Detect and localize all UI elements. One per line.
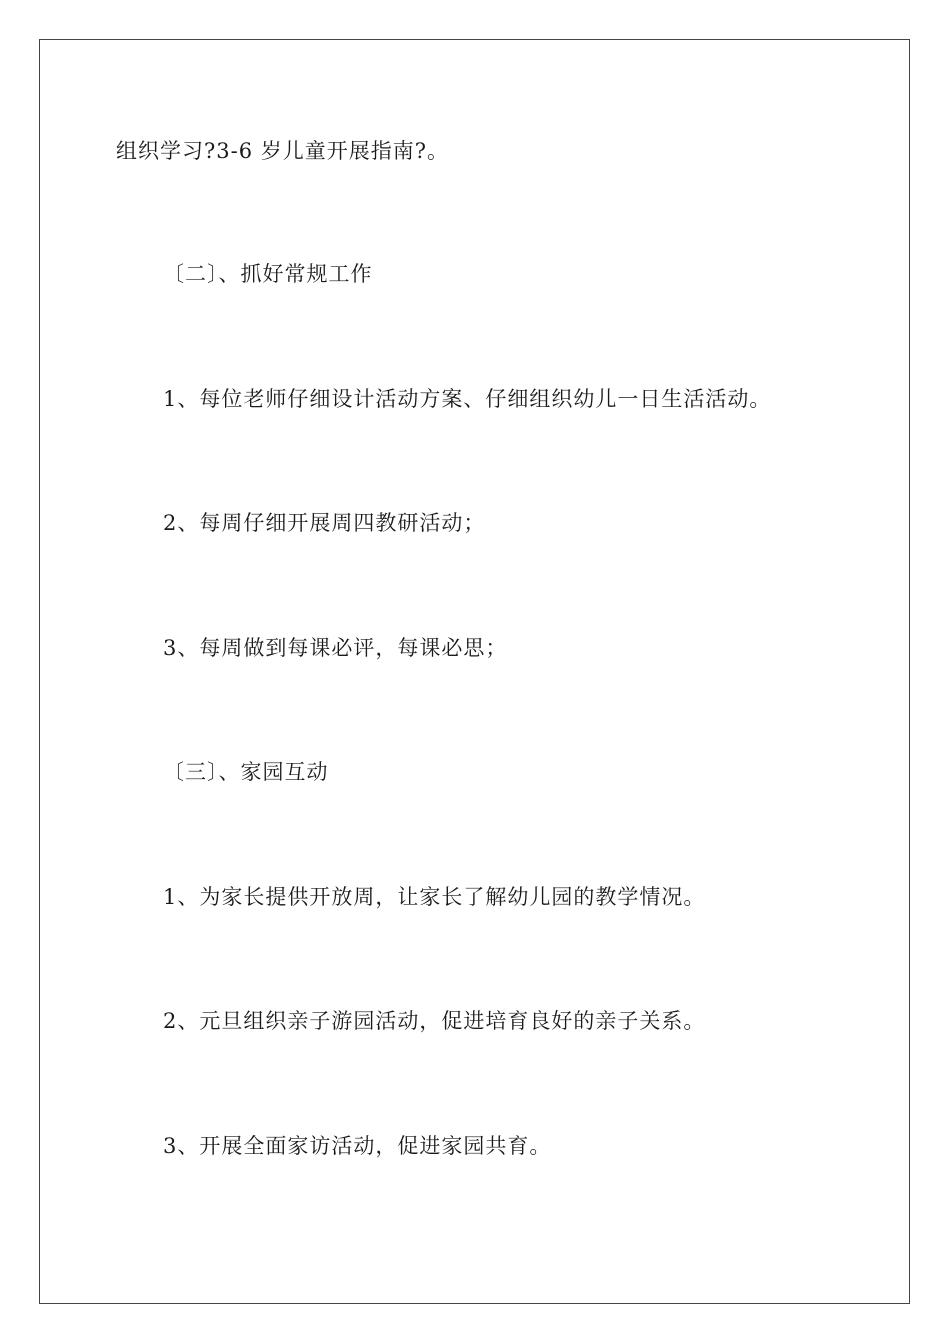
list-item: 1、每位老师仔细设计活动方案、仔细组织幼儿一日生活活动。 <box>163 387 772 411</box>
section-heading-routine-work: 〔二〕、抓好常规工作 <box>163 262 373 286</box>
paragraph-continuation: 组织学习?3-6 岁儿童开展指南?。 <box>116 139 450 163</box>
list-item: 1、为家长提供开放周，让家长了解幼儿园的教学情况。 <box>163 885 706 909</box>
list-item: 2、每周仔细开展周四教研活动； <box>163 511 486 535</box>
list-item: 2、元旦组织亲子游园活动，促进培育良好的亲子关系。 <box>163 1009 706 1033</box>
list-item: 3、开展全面家访活动，促进家园共育。 <box>163 1134 552 1158</box>
list-item: 3、每周做到每课必评，每课必思； <box>163 636 508 660</box>
section-heading-home-school: 〔三〕、家园互动 <box>163 760 329 784</box>
page-border <box>39 39 910 1304</box>
